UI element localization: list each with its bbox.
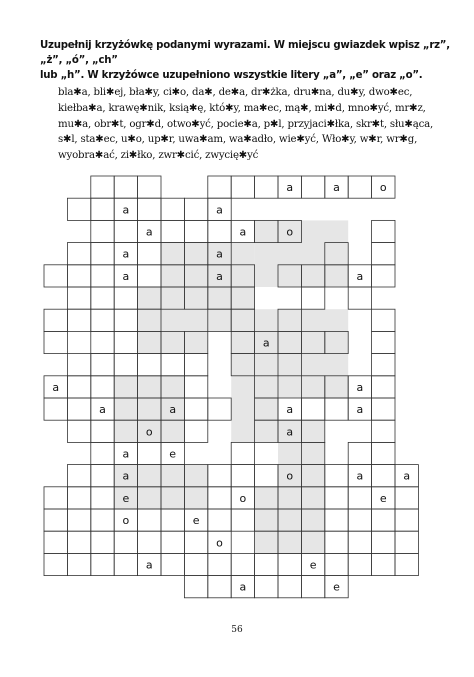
crossword-given-letter: a (286, 181, 294, 195)
crossword-cell[interactable] (231, 442, 254, 464)
crossword-cell[interactable] (231, 509, 254, 531)
crossword-cell[interactable] (114, 331, 137, 353)
crossword-given-letter: a (216, 203, 223, 217)
crossword-cell[interactable] (395, 487, 418, 509)
crossword-given-letter: a (216, 247, 223, 261)
crossword-cell[interactable] (325, 487, 348, 509)
crossword-cell[interactable] (184, 398, 207, 420)
crossword-cell[interactable] (184, 198, 207, 220)
crossword-cell[interactable] (161, 198, 184, 220)
crossword-cell[interactable] (44, 309, 67, 331)
crossword-cell[interactable] (348, 553, 371, 575)
crossword-cell[interactable] (372, 331, 395, 353)
crossword-given-letter: a (356, 269, 364, 283)
crossword-cell[interactable] (67, 553, 90, 575)
crossword-given-letter: a (145, 558, 153, 572)
crossword-cell[interactable] (301, 176, 324, 198)
crossword-cell[interactable] (91, 442, 114, 464)
crossword-cell[interactable] (325, 531, 348, 553)
crossword-cell[interactable] (67, 509, 90, 531)
crossword-cell[interactable] (67, 420, 90, 442)
crossword-cell[interactable] (67, 465, 90, 487)
crossword-cell[interactable] (91, 553, 114, 575)
crossword-cell[interactable] (138, 243, 161, 265)
crossword-cell[interactable] (184, 420, 207, 442)
crossword-cell[interactable] (138, 509, 161, 531)
crossword-cell[interactable] (44, 487, 67, 509)
crossword-cell[interactable] (91, 243, 114, 265)
crossword-cell[interactable] (184, 354, 207, 376)
crossword-cell[interactable] (301, 576, 324, 598)
crossword-cell[interactable] (138, 265, 161, 287)
crossword-cell[interactable] (372, 398, 395, 420)
crossword-cell[interactable] (91, 354, 114, 376)
crossword-given-letter: a (356, 469, 364, 483)
crossword-cell[interactable] (372, 509, 395, 531)
crossword-cell[interactable] (372, 220, 395, 242)
crossword-cell[interactable] (231, 553, 254, 575)
crossword-cell[interactable] (91, 376, 114, 398)
crossword-cell[interactable] (67, 487, 90, 509)
crossword-given-letter: o (122, 514, 130, 528)
instructions-line-2: lub „h”. W krzyżówce uzupełniono wszystkie litery „a”, „e” oraz „o”. (40, 70, 423, 81)
crossword-cell[interactable] (208, 176, 231, 198)
crossword-cell[interactable] (372, 442, 395, 464)
crossword-given-letter: a (122, 469, 130, 483)
word-list-line: bla✱a, bli✱ej, bła✱y, ci✱o, da✱, de✱a, dr✱żka, dru✱na, du✱y, dwo✱ec, (58, 87, 413, 98)
crossword-given-letter: o (286, 469, 294, 483)
crossword-given-letter: a (286, 403, 294, 417)
crossword-cell[interactable] (114, 309, 137, 331)
crossword-cell[interactable] (255, 465, 278, 487)
crossword-cell[interactable] (231, 176, 254, 198)
instructions-line-1: Uzupełnij krzyżówkę podanymi wyrazami. W miejscu gwiazdek wpisz „rz”, „ż”, „ó”, „ch” (40, 40, 450, 66)
crossword-cell[interactable] (44, 398, 67, 420)
word-list-line: wyobra✱ać, zi✱łko, zwr✱cić, zwycię✱yć (58, 150, 259, 162)
crossword-cell[interactable] (255, 576, 278, 598)
crossword-cell[interactable] (348, 531, 371, 553)
crossword-cell[interactable] (91, 465, 114, 487)
crossword-given-letter: e (192, 514, 200, 528)
crossword-cell[interactable] (91, 487, 114, 509)
crossword-cell[interactable] (325, 398, 348, 420)
crossword-cell[interactable] (161, 553, 184, 575)
word-list-line: mu✱a, obr✱t, ogr✱d, otwo✱yć, pocie✱a, p✱l, przyjaci✱łka, skr✱t, słu✱ąca, (58, 118, 434, 130)
crossword-given-letter: a (122, 269, 130, 283)
crossword-cell[interactable] (348, 176, 371, 198)
crossword-cell[interactable] (114, 531, 137, 553)
shaded-region (138, 287, 208, 354)
crossword-cell[interactable] (67, 198, 90, 220)
crossword-given-letter: a (403, 469, 411, 483)
crossword-cell[interactable] (372, 465, 395, 487)
crossword-cell[interactable] (67, 287, 90, 309)
crossword-cell[interactable] (44, 265, 67, 287)
crossword-cell[interactable] (138, 354, 161, 376)
crossword-cell[interactable] (91, 198, 114, 220)
crossword-cell[interactable] (91, 531, 114, 553)
crossword-cell[interactable] (91, 420, 114, 442)
crossword-given-letter: o (379, 181, 387, 195)
crossword-cell[interactable] (208, 465, 231, 487)
crossword-cell[interactable] (208, 220, 231, 242)
crossword-cell[interactable] (231, 465, 254, 487)
crossword-cell[interactable] (208, 576, 231, 598)
crossword-cell[interactable] (91, 287, 114, 309)
crossword-cell[interactable] (255, 176, 278, 198)
crossword-cell[interactable] (208, 398, 231, 420)
crossword-given-letter: a (99, 403, 106, 417)
crossword-cell[interactable] (301, 398, 324, 420)
crossword-cell[interactable] (161, 220, 184, 242)
crossword-cell[interactable] (255, 553, 278, 575)
crossword-cell[interactable] (44, 553, 67, 575)
crossword-cell[interactable] (91, 176, 114, 198)
crossword-cell[interactable] (91, 265, 114, 287)
crossword-cell[interactable] (114, 287, 137, 309)
crossword-given-letter: e (309, 558, 317, 572)
crossword-given-letter: o (216, 536, 223, 550)
crossword-cell[interactable] (348, 442, 371, 464)
crossword-cell[interactable] (67, 531, 90, 553)
word-list-line: kiełba✱a, krawę✱nik, ksią✱ę, któ✱y, ma✱ec, mą✱, mi✱d, mno✱yć, mr✱z, (58, 102, 426, 114)
crossword-given-letter: a (333, 181, 340, 195)
crossword-cell[interactable] (161, 509, 184, 531)
crossword-cell[interactable] (184, 220, 207, 242)
crossword-cell[interactable] (184, 531, 207, 553)
crossword-cell[interactable] (67, 398, 90, 420)
crossword-given-letter: e (122, 491, 130, 505)
crossword-cell[interactable] (348, 287, 371, 309)
crossword-cell[interactable] (91, 331, 114, 353)
crossword-given-letter: a (122, 247, 130, 261)
crossword-given-letter: a (356, 403, 364, 417)
crossword-cell[interactable] (325, 553, 348, 575)
crossword-given-letter: a (216, 269, 223, 283)
crossword-cell[interactable] (67, 354, 90, 376)
crossword-cell[interactable] (161, 354, 184, 376)
crossword-cell[interactable] (138, 198, 161, 220)
crossword-cell[interactable] (325, 465, 348, 487)
crossword-cell[interactable] (372, 309, 395, 331)
crossword-cell[interactable] (67, 376, 90, 398)
crossword-given-letter: a (239, 580, 247, 594)
crossword-cell[interactable] (372, 243, 395, 265)
crossword-given-letter: a (286, 425, 294, 439)
crossword-cell[interactable] (138, 442, 161, 464)
crossword-cell[interactable] (184, 576, 207, 598)
crossword-given-letter: a (52, 380, 60, 394)
crossword-given-letter: a (122, 203, 130, 217)
crossword-cell[interactable] (208, 509, 231, 531)
crossword-cell[interactable] (44, 509, 67, 531)
word-list-line: s✱l, sta✱ec, u✱o, up✱r, uwa✱am, wa✱adło, wie✱yć, Wło✱y, w✱r, wr✱g, (58, 134, 418, 146)
crossword-cell[interactable] (114, 176, 137, 198)
crossword-cell[interactable] (372, 420, 395, 442)
crossword-cell[interactable] (184, 376, 207, 398)
crossword-given-letter: e (333, 580, 340, 594)
crossword-given-letter: a (169, 403, 177, 417)
crossword-given-letter: a (356, 380, 364, 394)
crossword-cell[interactable] (325, 509, 348, 531)
crossword-cell[interactable] (91, 309, 114, 331)
crossword-cell[interactable] (114, 553, 137, 575)
crossword-given-letter: o (145, 425, 153, 439)
crossword-cell[interactable] (138, 531, 161, 553)
crossword-cell[interactable] (372, 553, 395, 575)
crossword-cell[interactable] (114, 220, 137, 242)
crossword-cell[interactable] (278, 576, 301, 598)
crossword-given-letter: e (379, 491, 387, 505)
crossword-cell[interactable] (395, 509, 418, 531)
crossword-cell[interactable] (372, 354, 395, 376)
crossword-cell[interactable] (348, 487, 371, 509)
crossword-cell[interactable] (301, 287, 324, 309)
crossword-cell[interactable] (138, 176, 161, 198)
crossword-cell[interactable] (348, 509, 371, 531)
crossword-cell[interactable] (372, 265, 395, 287)
crossword-given-letter: a (239, 225, 247, 239)
crossword-given-letter: o (239, 491, 247, 505)
crossword-given-letter: o (286, 225, 294, 239)
crossword-cell[interactable] (67, 265, 90, 287)
crossword-cell[interactable] (372, 531, 395, 553)
crossword-cell[interactable] (395, 531, 418, 553)
crossword-cell[interactable] (372, 376, 395, 398)
crossword-given-letter: a (145, 225, 153, 239)
crossword-cell[interactable] (67, 243, 90, 265)
crossword-cell[interactable] (91, 220, 114, 242)
crossword-cell[interactable] (395, 553, 418, 575)
crossword-cell[interactable] (184, 553, 207, 575)
crossword-cell[interactable] (91, 509, 114, 531)
crossword-cell[interactable] (67, 309, 90, 331)
crossword-given-letter: a (122, 447, 130, 461)
crossword-cell[interactable] (208, 487, 231, 509)
crossword-given-letter: a (262, 336, 270, 350)
crossword-cell[interactable] (161, 531, 184, 553)
crossword-cell[interactable] (278, 553, 301, 575)
crossword-cell[interactable] (44, 331, 67, 353)
crossword-cell[interactable] (208, 553, 231, 575)
crossword-cell[interactable] (114, 354, 137, 376)
page-number: 56 (231, 625, 243, 635)
crossword-given-letter: e (169, 447, 177, 461)
shaded-region (255, 487, 325, 554)
crossword-cell[interactable] (44, 531, 67, 553)
